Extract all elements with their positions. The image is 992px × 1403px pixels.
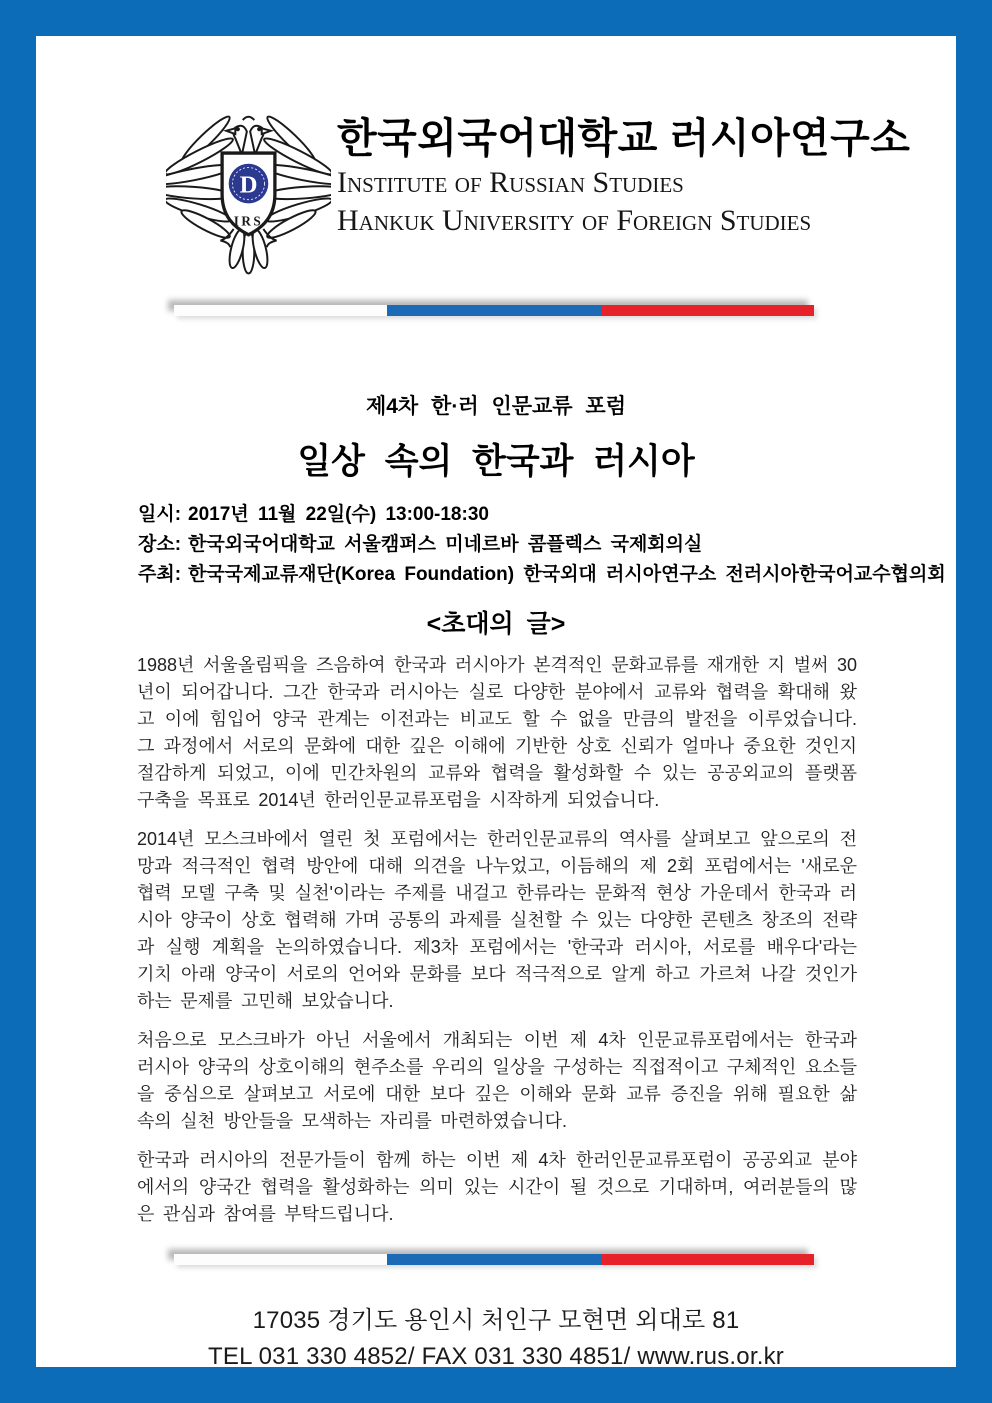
invitation-paragraph-1: 1988년 서울올림픽을 즈음하여 한국과 러시아가 본격적인 문화교류를 재개한 지 벌써 30년이 되어갑니다. 그간 한국과 러시아는 실로 다양한 분야에서 교류와 협력을 확대해 왔고 이에 힘입어 양국 관계는 이전과는 비교도 할 수 없을 만큼의 발전을 이루었습니다. 그 과정에서 서로의 문화에 대한 깊은 이해에 기반한 상호 신뢰가 얼마나 중요한 것인지 절감하게 되었고, 이에 민간차원의 교류와 협력을 활성화할 수 있는 공공외교의 플랫폼 구축을 목표로 2014년 한러인문교류포럼을 시작하게 되었습니다. (137, 655, 857, 810)
invitation-heading: <초대의 글> (426, 610, 566, 638)
forum-series-subtitle: 제4차 한·러 인문교류 포럼 (365, 395, 627, 418)
page-inner (36, 36, 956, 1367)
footer-contact: TEL 031 330 4852/ FAX 031 330 4851/ www.rus.or.kr (208, 1343, 784, 1367)
event-detail-venue (138, 530, 956, 560)
detail-value-host: 한국국제교류재단(Korea Foundation) 한국외대 러시아연구소 전러시아한국어교수협의회 (188, 564, 946, 585)
detail-label-datetime: 일시: (138, 504, 182, 525)
logo-monogram: IRS (233, 213, 264, 229)
footer-address: 17035 경기도 용인시 처인구 모현면 외대로 81 (252, 1307, 740, 1334)
invitation-paragraph-2: 2014년 모스크바에서 열린 첫 포럼에서는 한러인문교류의 역사를 살펴보고 앞으로의 전망과 적극적인 협력 방안에 대해 의견을 나누었고, 이듬해의 제 2회 포럼에서는 '새로운 협력 모델 구축 및 실천'이라는 주제를 내걸고 한류라는 문화적 현상 가운데서 한국과 러시아 양국이 상호 협력해 가며 공통의 과제를 실천할 수 있는 다양한 콘텐츠 창조의 전략과 실행 계획을 논의하였습니다. 제3차 포럼에서는 '한국과 러시아, 서로를 배우다'라는 기치 아래 양국이 서로의 언어와 문화를 보다 적극적으로 알게 하고 가르쳐 나갈 것인가 하는 문제를 고민해 보았습니다. (137, 829, 857, 1011)
tricolor-divider-bottom (174, 1254, 814, 1265)
event-detail-datetime (138, 500, 956, 530)
divider-segment-blue (387, 1254, 600, 1265)
divider-segment-white (174, 305, 387, 316)
org-name-english-line2: Hankuk University of Foreign Studies (337, 204, 812, 238)
detail-value-datetime: 2017년 11월 22일(수) 13:00-18:30 (188, 504, 489, 525)
irs-eagle-logo (166, 106, 331, 281)
page-title: 일상 속의 한국과 러시아 (297, 442, 695, 481)
org-names (337, 106, 910, 238)
invitation-body (137, 652, 857, 1228)
org-name-english-line1: Institute of Russian Studies (337, 166, 684, 200)
event-detail-host (138, 560, 956, 590)
invitation-paragraph-4: 한국과 러시아의 전문가들이 함께 하는 이번 제 4차 한러인문교류포럼이 공공외교 분야에서의 양국간 협력을 활성화하는 의미 있는 시간이 될 것으로 기대하며, 여러분들의 많은 관심과 참여를 부탁드립니다. (137, 1150, 857, 1224)
org-name-korean: 한국외국어대학교 러시아연구소 (337, 115, 911, 161)
detail-label-venue: 장소: (138, 534, 182, 555)
detail-label-host: 주최: (138, 564, 182, 585)
invitation-paragraph-3: 처음으로 모스크바가 아닌 서울에서 개최되는 이번 제 4차 인문교류포럼에서는 한국과 러시아 양국의 상호이해의 현주소를 우리의 일상을 구성하는 직접적이고 구체적인 요소들을 중심으로 살펴보고 서로에 대한 보다 깊은 이해와 문화 교류 증진을 위해 필요한 삶 속의 실천 방안들을 모색하는 자리를 마련하였습니다. (137, 1030, 857, 1131)
divider-segment-white (174, 1254, 387, 1265)
divider-segment-red (601, 1254, 814, 1265)
tricolor-divider-top (174, 305, 814, 316)
header (166, 106, 956, 281)
detail-value-venue: 한국외국어대학교 서울캠퍼스 미네르바 콤플렉스 국제회의실 (188, 534, 703, 555)
footer (36, 1303, 956, 1367)
divider-segment-red (601, 305, 814, 316)
double-headed-eagle-icon (166, 106, 331, 281)
seal-letter: D (239, 171, 258, 199)
event-details (138, 500, 956, 590)
divider-segment-blue (387, 305, 600, 316)
